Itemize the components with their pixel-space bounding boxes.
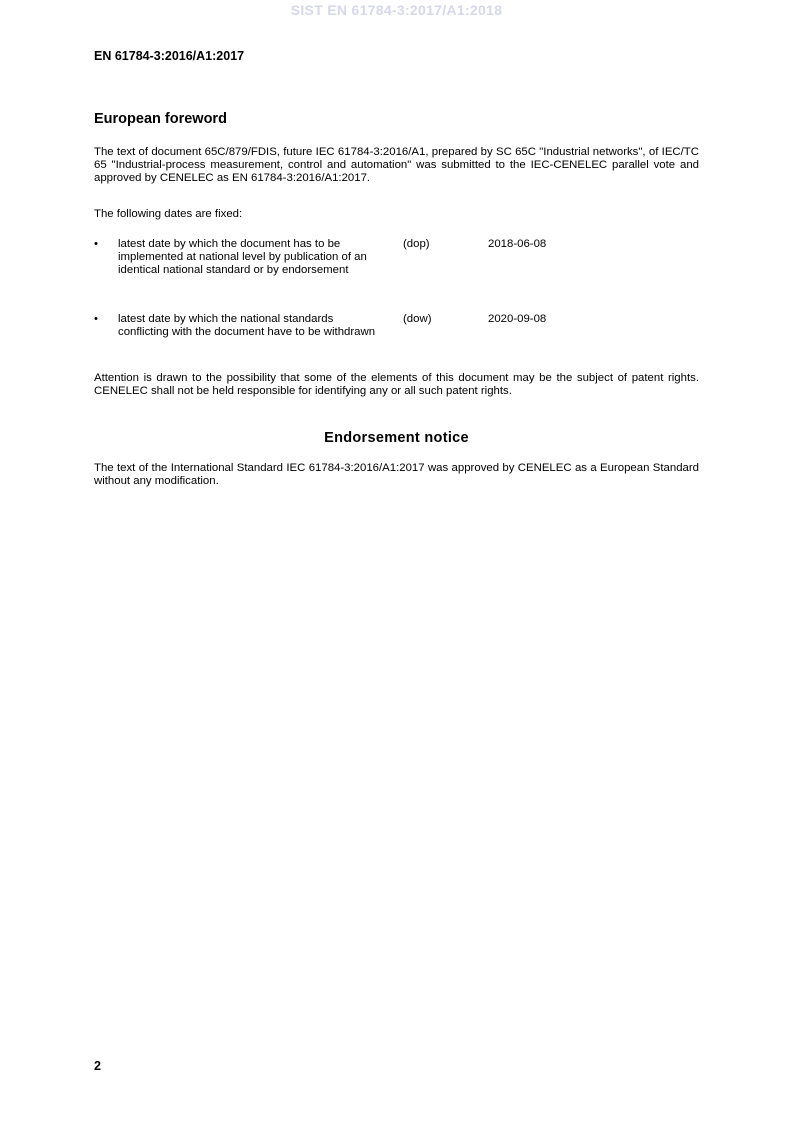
watermark: SIST EN 61784-3:2017/A1:2018 [290, 2, 503, 18]
endorsement-text: The text of the International Standard IEC 61784-3:2016/A1:2017 was approved by CENELEC as a European Standard without any modification. [94, 462, 699, 487]
endorsement-heading: Endorsement notice [324, 430, 469, 446]
foreword-intro: The text of document 65C/879/FDIS, future IEC 61784-3:2016/A1, prepared by SC 65C "Industrial networks", of IEC/TC 65 "Industrial-process measurement, control and automation" was submitted to the IEC-CENELEC parallel vote and approved by CENELEC as EN 61784-3:2016/A1:2017. [94, 146, 699, 184]
date-item-dop [94, 238, 699, 313]
page-number: 2 [94, 1059, 101, 1073]
date-value: 2018-06-08 [488, 238, 547, 250]
bullet-icon: • [94, 238, 98, 250]
dates-intro: The following dates are fixed: [94, 208, 243, 220]
date-value: 2020-09-08 [488, 313, 547, 325]
date-item-dow [94, 313, 699, 373]
document-id: EN 61784-3:2016/A1:2017 [94, 49, 245, 63]
foreword-heading: European foreword [94, 111, 227, 127]
date-code: (dow) [403, 313, 432, 325]
date-description: latest date by which the document has to be implemented at national level by publication of an identical national standard or by endorsement [118, 238, 367, 276]
date-description: latest date by which the national standards conflicting with the document have to be withdrawn [118, 313, 376, 338]
dates-list [94, 238, 699, 373]
bullet-icon: • [94, 313, 98, 325]
date-code: (dop) [403, 238, 430, 250]
patent-notice: Attention is drawn to the possibility that some of the elements of this document may be the subject of patent rights. CENELEC shall not be held responsible for identifying any or all such patent rights. [94, 372, 699, 397]
